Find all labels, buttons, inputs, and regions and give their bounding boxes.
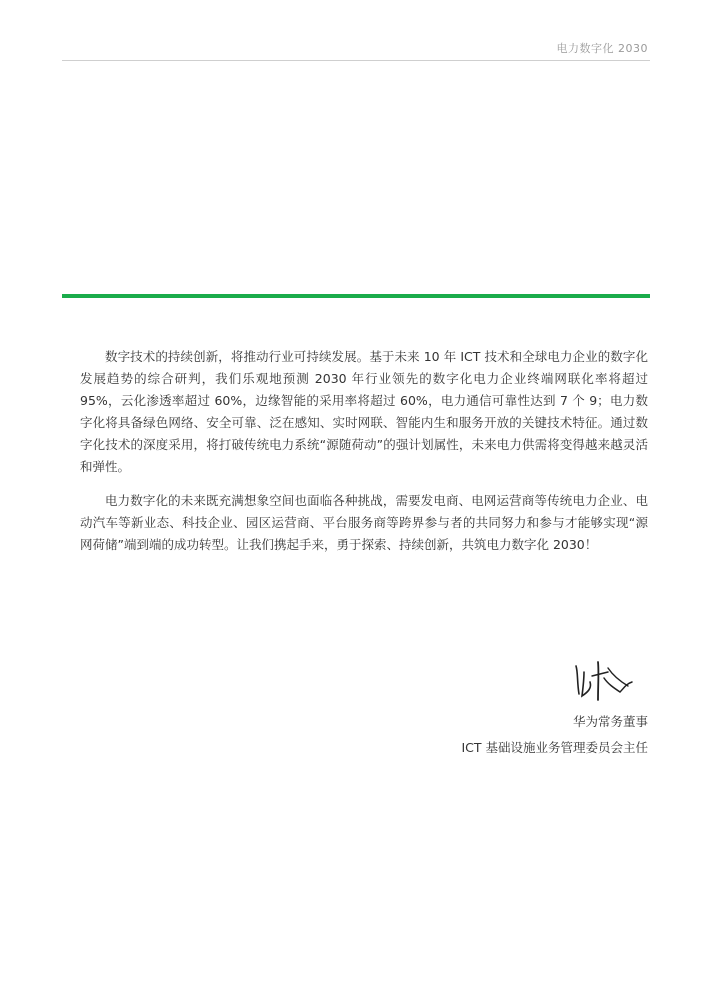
paragraph-2: 电力数字化的未来既充满想象空间也面临各种挑战，需要发电商、电网运营商等传统电力企业、电动汽车等新业态、科技企业、园区运营商、平台服务商等跨界参与者的共同努力和参与才能够实现“源网荷储”端到端的成功转型。让我们携起手来，勇于探索、持续创新，共筑电力数字化 2030！ (80, 493, 648, 552)
signatory-title-line1: 华为常务董事 (572, 714, 648, 729)
section-divider-green (62, 294, 650, 298)
running-header-title: 电力数字化 2030 (556, 42, 648, 55)
signatory-title-line2: ICT 基础设施业务管理委员会主任 (461, 740, 648, 755)
header-divider (62, 60, 650, 61)
handwritten-signature (568, 658, 638, 706)
foreword-body (80, 346, 648, 568)
paragraph-1: 数字技术的持续创新，将推动行业可持续发展。基于未来 10 年 ICT 技术和全球电力企业的数字化发展趋势的综合研判，我们乐观地预测 2030 年行业领先的数字化电力企业终端网联化率将超过 95%，云化渗透率超过 60%，边缘智能的采用率将超过 60%，电力通信可靠性达到 7 个 9；电力数字化将具备绿色网络、安全可靠、泛在感知、实时网联、智能内生和服务开放的关键技术特征。通过数字化技术的深度采用，将打破传统电力系统“源随荷动”的强计划属性，未来电力供需将变得越来越灵活和弹性。 (80, 349, 648, 474)
